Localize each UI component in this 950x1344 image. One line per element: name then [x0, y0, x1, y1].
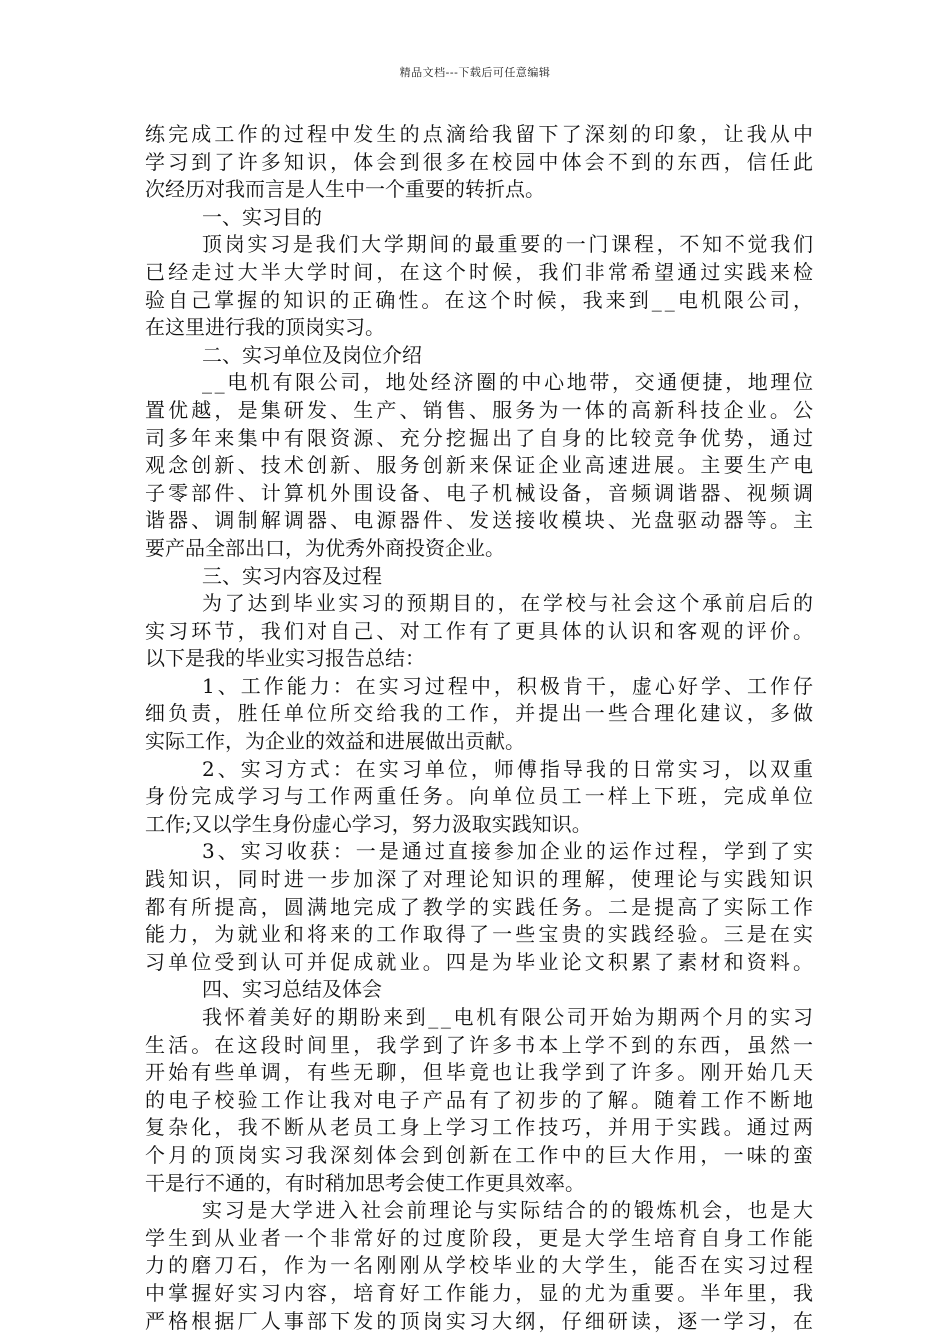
text-line: 习单位受到认可并促成就业。四是为毕业论文积累了素材和资料。 [145, 949, 817, 974]
text-line: 生活。在这段时间里，我学到了许多书本上学不到的东西，虽然一 [145, 1032, 817, 1057]
text-line: 力的磨刀石，作为一名刚刚从学校毕业的大学生，能否在实习过程 [145, 1253, 817, 1278]
text-line: 三、实习内容及过程 [202, 563, 382, 588]
text-line: 要产品全部出口，为优秀外商投资企业。 [145, 535, 505, 560]
text-line: 严格根据厂人事部下发的顶岗实习大纲，仔细研读，逐一学习，在 [145, 1308, 817, 1333]
text-line: 司多年来集中有限资源、充分挖掘出了自身的比较竞争优势，通过 [145, 425, 817, 450]
text-line: 学习到了许多知识，体会到很多在校园中体会不到的东西，信任此 [145, 149, 817, 174]
text-line: 次经历对我而言是人生中一个重要的转折点。 [145, 177, 545, 202]
text-line: 二、实习单位及岗位介绍 [202, 342, 422, 367]
text-line: 我怀着美好的期盼来到__电机有限公司开始为期两个月的实习 [202, 1005, 816, 1029]
text-line: 置优越，是集研发、生产、销售、服务为一体的高新科技企业。公 [145, 397, 817, 422]
text-line: 工作;又以学生身份虚心学习，努力汲取实践知识。 [145, 811, 592, 836]
document-body [145, 121, 817, 1335]
text-line: 2、实习方式：在实习单位，师傅指导我的日常实习，以双重 [202, 756, 816, 781]
text-line: 实习环节，我们对自己、对工作有了更具体的认识和客观的评价。 [145, 618, 817, 643]
text-line: 能力，为就业和将来的工作取得了一些宝贵的实践经验。三是在实 [145, 922, 817, 947]
text-line: 中掌握好实习内容，培育好工作能力，显的尤为重要。半年里，我 [145, 1280, 817, 1305]
text-line: 干是行不通的，有时稍加思考会使工作更具效率。 [145, 1170, 585, 1195]
text-line: 个月的顶岗实习我深刻体会到创新在工作中的巨大作用，一味的蛮 [145, 1142, 817, 1167]
text-line: 练完成工作的过程中发生的点滴给我留下了深刻的印象，让我从中 [145, 122, 817, 146]
text-line: 子零部件、计算机外围设备、电子机械设备，音频调谐器、视频调 [145, 480, 817, 505]
text-line: 身份完成学习与工作两重任务。向单位员工一样上下班，完成单位 [145, 784, 817, 809]
text-line: 在这里进行我的顶岗实习。 [145, 315, 385, 340]
text-line: 实习是大学进入社会前理论与实际结合的的锻炼机会，也是大 [202, 1198, 816, 1223]
text-line: 四、实习总结及体会 [202, 977, 382, 1002]
text-line: 观念创新、技术创新、服务创新来保证企业高速进展。主要生产电 [145, 453, 817, 478]
text-line: __电机有限公司，地处经济圈的中心地带，交通便捷，地理位 [202, 370, 816, 395]
text-line: 验自己掌握的知识的正确性。在这个时候，我来到__电机限公司， [145, 287, 817, 312]
text-line: 顶岗实习是我们大学期间的最重要的一门课程，不知不觉我们 [202, 232, 816, 257]
page-header: 精品文档---下载后可任意编辑 [399, 66, 551, 79]
text-line: 3、实习收获：一是通过直接参加企业的运作过程，学到了实 [202, 839, 816, 864]
text-line: 一、实习目的 [202, 204, 322, 229]
text-line: 的电子校验工作让我对电子产品有了初步的了解。随着工作不断地 [145, 1087, 817, 1112]
text-line: 复杂化，我不断从老员工身上学习工作技巧，并用于实践。通过两 [145, 1115, 817, 1140]
text-line: 谐器、调制解调器、电源器件、发送接收模块、光盘驱动器等。主 [145, 508, 817, 533]
text-line: 都有所提高，圆满地完成了教学的实践任务。二是提高了实际工作 [145, 894, 817, 919]
text-line: 以下是我的毕业实习报告总结： [145, 646, 425, 671]
text-line: 学生到从业者一个非常好的过度阶段，更是大学生培育自身工作能 [145, 1225, 817, 1250]
text-line: 1、工作能力：在实习过程中，积极肯干，虚心好学、工作仔 [202, 673, 816, 698]
text-line: 为了达到毕业实习的预期目的，在学校与社会这个承前启后的 [202, 591, 816, 616]
text-line: 践知识，同时进一步加深了对理论知识的理解，使理论与实践知识 [145, 867, 817, 892]
text-line: 细负责，胜任单位所交给我的工作，并提出一些合理化建议，多做 [145, 701, 817, 726]
text-line: 开始有些单调，有些无聊，但毕竟也让我学到了许多。刚开始几天 [145, 1060, 817, 1085]
text-line: 已经走过大半大学时间，在这个时候，我们非常希望通过实践来检 [145, 259, 817, 284]
text-line: 实际工作，为企业的效益和进展做出贡献。 [145, 729, 525, 754]
